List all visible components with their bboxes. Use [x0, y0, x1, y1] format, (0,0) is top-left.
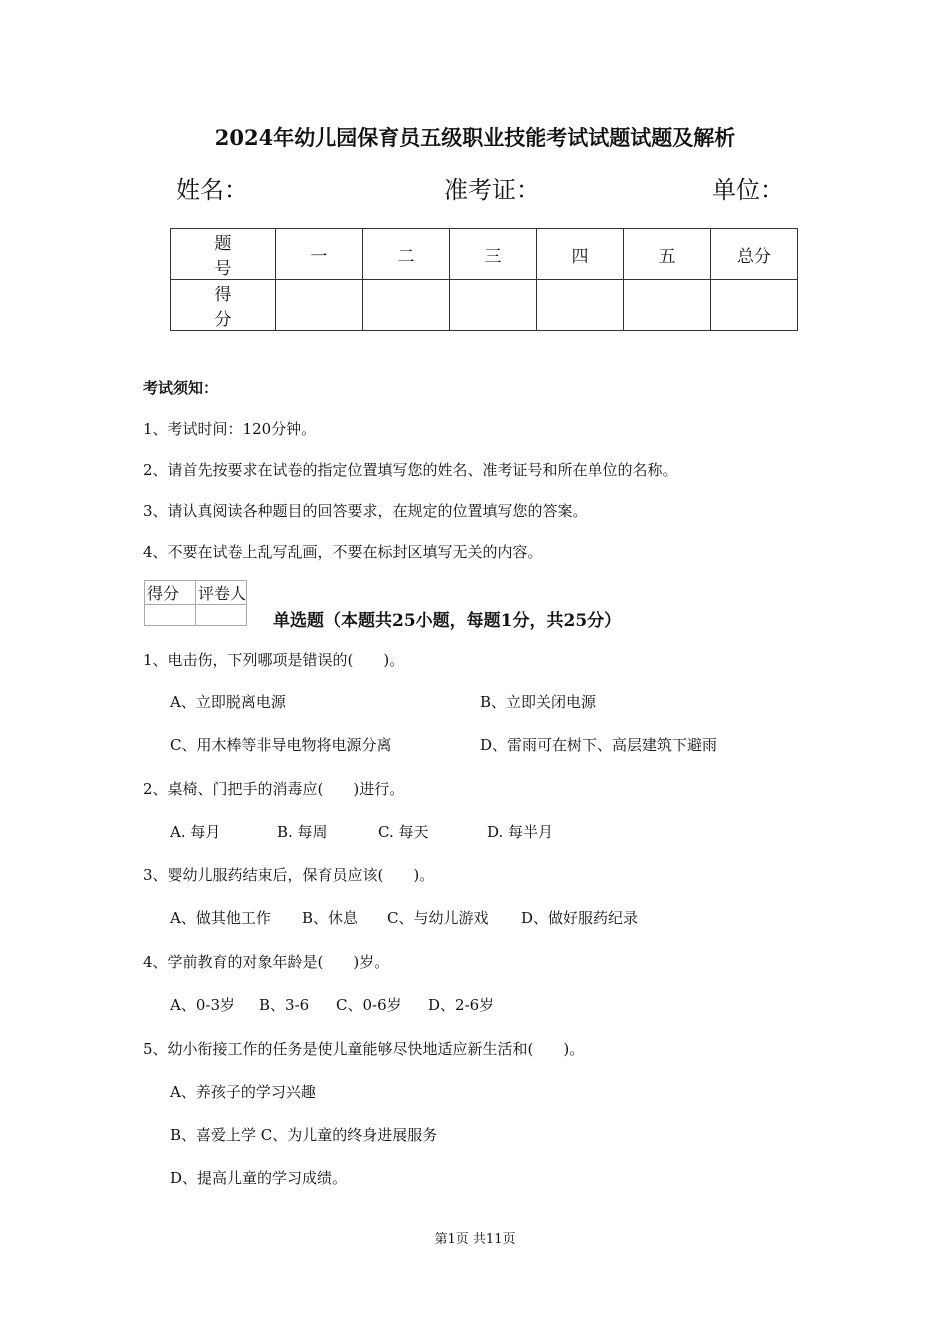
score-table-score-row: [171, 280, 798, 331]
header-cell-label: 题 号: [171, 229, 276, 280]
question-1-stem: 1、电击伤，下列哪项是错误的( )。: [143, 651, 405, 669]
document-title: 2024年幼儿园保育员五级职业技能考试试题试题及解析: [214, 125, 736, 150]
header-cell-3: 三: [450, 229, 537, 280]
question-2-option-a[interactable]: A. 每月: [170, 823, 221, 841]
notice-item-4: 4、不要在试卷上乱写乱画，不要在标封区填写无关的内容。: [143, 543, 543, 561]
question-2-option-d[interactable]: D. 每半月: [487, 823, 554, 841]
question-1-option-d[interactable]: D、雷雨可在树下、高层建筑下避雨: [480, 736, 718, 754]
question-1-option-a[interactable]: A、立即脱离电源: [170, 693, 286, 711]
grader-reviewer-cell[interactable]: [196, 605, 247, 626]
header-cell-1: 一: [276, 229, 363, 280]
name-label: 姓名：: [176, 176, 248, 204]
question-4-option-c[interactable]: C、0-6岁: [336, 996, 402, 1014]
header-cell-2: 二: [363, 229, 450, 280]
score-table: [170, 228, 798, 331]
notice-item-2: 2、请首先按要求在试卷的指定位置填写您的姓名、准考证号和所在单位的名称。: [143, 461, 678, 479]
question-4-stem: 4、学前教育的对象年龄是( )岁。: [143, 953, 390, 971]
question-1-option-c[interactable]: C、用木棒等非导电物将电源分离: [170, 736, 392, 754]
grader-score-label: 得分: [145, 581, 196, 605]
question-3-option-b[interactable]: B、休息: [302, 909, 359, 927]
score-cell-1[interactable]: [276, 280, 363, 331]
section-title: 单选题（本题共25小题，每题1分，共25分）: [273, 611, 622, 631]
score-cell-5[interactable]: [624, 280, 711, 331]
header-cell-4: 四: [537, 229, 624, 280]
question-4-option-d[interactable]: D、2-6岁: [428, 996, 495, 1014]
grader-box: [144, 580, 247, 626]
exam-id-label: 准考证：: [444, 176, 540, 204]
question-2-stem: 2、桌椅、门把手的消毒应( )进行。: [143, 780, 405, 798]
question-2-option-c[interactable]: C. 每天: [378, 823, 429, 841]
score-table-header-row: [171, 229, 798, 280]
notice-item-1: 1、考试时间：120分钟。: [143, 420, 317, 438]
question-1-option-b[interactable]: B、立即关闭电源: [480, 693, 597, 711]
grader-score-cell[interactable]: [145, 605, 196, 626]
question-4-option-b[interactable]: B、3-6: [259, 996, 310, 1014]
score-cell-4[interactable]: [537, 280, 624, 331]
page-footer: 第1页 共11页: [434, 1232, 516, 1247]
grader-reviewer-label: 评卷人: [196, 581, 247, 605]
unit-label: 单位：: [712, 176, 784, 204]
header-cell-5: 五: [624, 229, 711, 280]
question-5-option-a[interactable]: A、养孩子的学习兴趣: [170, 1083, 316, 1101]
question-4-option-a[interactable]: A、0-3岁: [170, 996, 235, 1014]
notice-item-3: 3、请认真阅读各种题目的回答要求，在规定的位置填写您的答案。: [143, 502, 588, 520]
question-5-option-b-c[interactable]: B、喜爱上学 C、为儿童的终身进展服务: [170, 1126, 438, 1144]
score-row-label: 得 分: [171, 280, 276, 331]
score-cell-2[interactable]: [363, 280, 450, 331]
question-3-option-c[interactable]: C、与幼儿游戏: [387, 909, 489, 927]
score-cell-total[interactable]: [711, 280, 798, 331]
score-cell-3[interactable]: [450, 280, 537, 331]
question-3-stem: 3、婴幼儿服药结束后，保育员应该( )。: [143, 866, 435, 884]
question-3-option-d[interactable]: D、做好服药纪录: [521, 909, 639, 927]
question-2-option-b[interactable]: B. 每周: [277, 823, 328, 841]
question-5-stem: 5、幼小衔接工作的任务是使儿童能够尽快地适应新生活和( )。: [143, 1040, 585, 1058]
notice-title: 考试须知：: [143, 379, 219, 397]
header-cell-total: 总分: [711, 229, 798, 280]
question-5-option-d[interactable]: D、提高儿童的学习成绩。: [170, 1169, 348, 1187]
question-3-option-a[interactable]: A、做其他工作: [170, 909, 271, 927]
